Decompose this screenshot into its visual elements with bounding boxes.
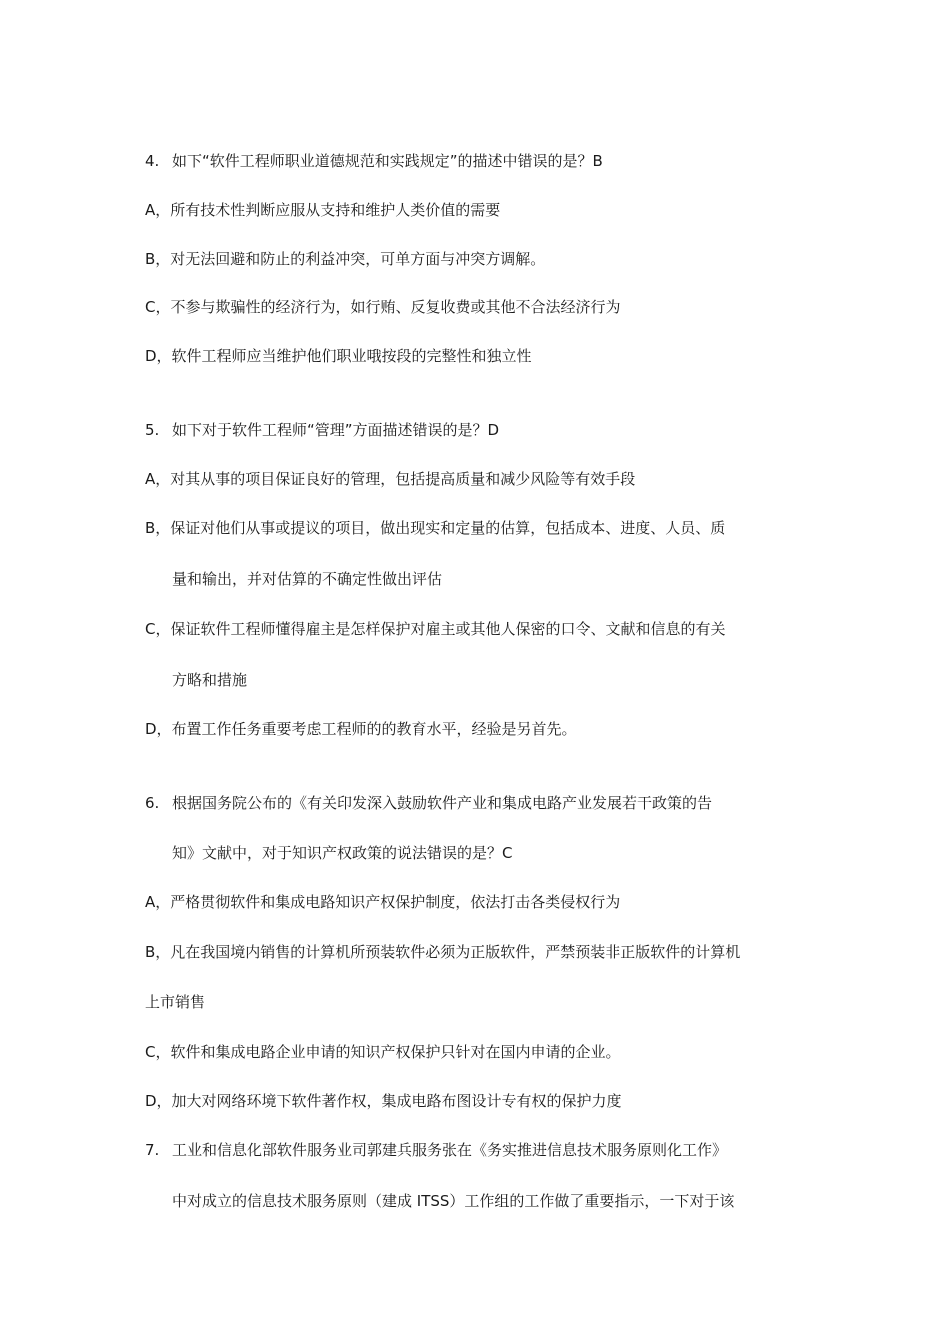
question-text: 根据国务院公布的《有关印发深入鼓励软件产业和集成电路产业发展若干政策的告 [172,794,713,812]
question-5-stem [145,420,499,440]
question-5-option-c: C，保证软件工程师懂得雇主是怎样保护对雇主或其他人保密的口令、文献和信息的有关 [145,620,726,638]
question-number: 5. [145,421,160,439]
question-text: 如下对于软件工程师“管理”方面描述错误的是？D [172,421,500,439]
question-6-option-b-cont: 上市销售 [145,993,206,1011]
question-number: 6. [145,794,160,812]
question-5-option-d: D，布置工作任务重要考虑工程师的的教育水平，经验是另首先。 [145,720,577,738]
question-6-option-d: D，加大对网络环境下软件著作权，集成电路布图设计专有权的保护力度 [145,1092,622,1110]
question-5-option-b: B，保证对他们从事或提议的项目，做出现实和定量的估算，包括成本、进度、人员、质 [145,519,726,537]
question-4-option-a: A，所有技术性判断应服从支持和维护人类价值的需要 [145,201,501,219]
question-number: 4. [145,152,160,170]
question-4-stem [145,151,603,171]
question-6-option-c: C，软件和集成电路企业申请的知识产权保护只针对在国内申请的企业。 [145,1043,621,1061]
question-number: 7. [145,1141,160,1159]
question-6-stem-cont: 知》文献中，对于知识产权政策的说法错误的是？C [172,844,513,862]
question-text: 如下“软件工程师职业道德规范和实践规定”的描述中错误的是？B [172,152,603,170]
question-5-option-c-cont: 方略和措施 [172,671,248,689]
question-5-option-b-cont: 量和输出，并对估算的不确定性做出评估 [172,570,443,588]
question-4-option-c: C，不参与欺骗性的经济行为，如行贿、反复收费或其他不合法经济行为 [145,298,621,316]
question-7-stem-cont: 中对成立的信息技术服务原则（建成 ITSS）工作组的工作做了重要指示，一下对于该 [172,1192,735,1210]
question-5-option-a: A，对其从事的项目保证良好的管理，包括提高质量和减少风险等有效手段 [145,470,636,488]
question-4-option-d: D，软件工程师应当维护他们职业哦按段的完整性和独立性 [145,347,532,365]
question-4-option-b: B，对无法回避和防止的利益冲突，可单方面与冲突方调解。 [145,250,546,268]
question-6-option-a: A，严格贯彻软件和集成电路知识产权保护制度，依法打击各类侵权行为 [145,893,621,911]
question-6-stem [145,793,712,813]
question-6-option-b: B，凡在我国境内销售的计算机所预装软件必须为正版软件，严禁预装非正版软件的计算机 [145,943,741,961]
question-7-stem [145,1140,727,1160]
question-text: 工业和信息化部软件服务业司郭建兵服务张在《务实推进信息技术服务原则化工作》 [172,1141,728,1159]
